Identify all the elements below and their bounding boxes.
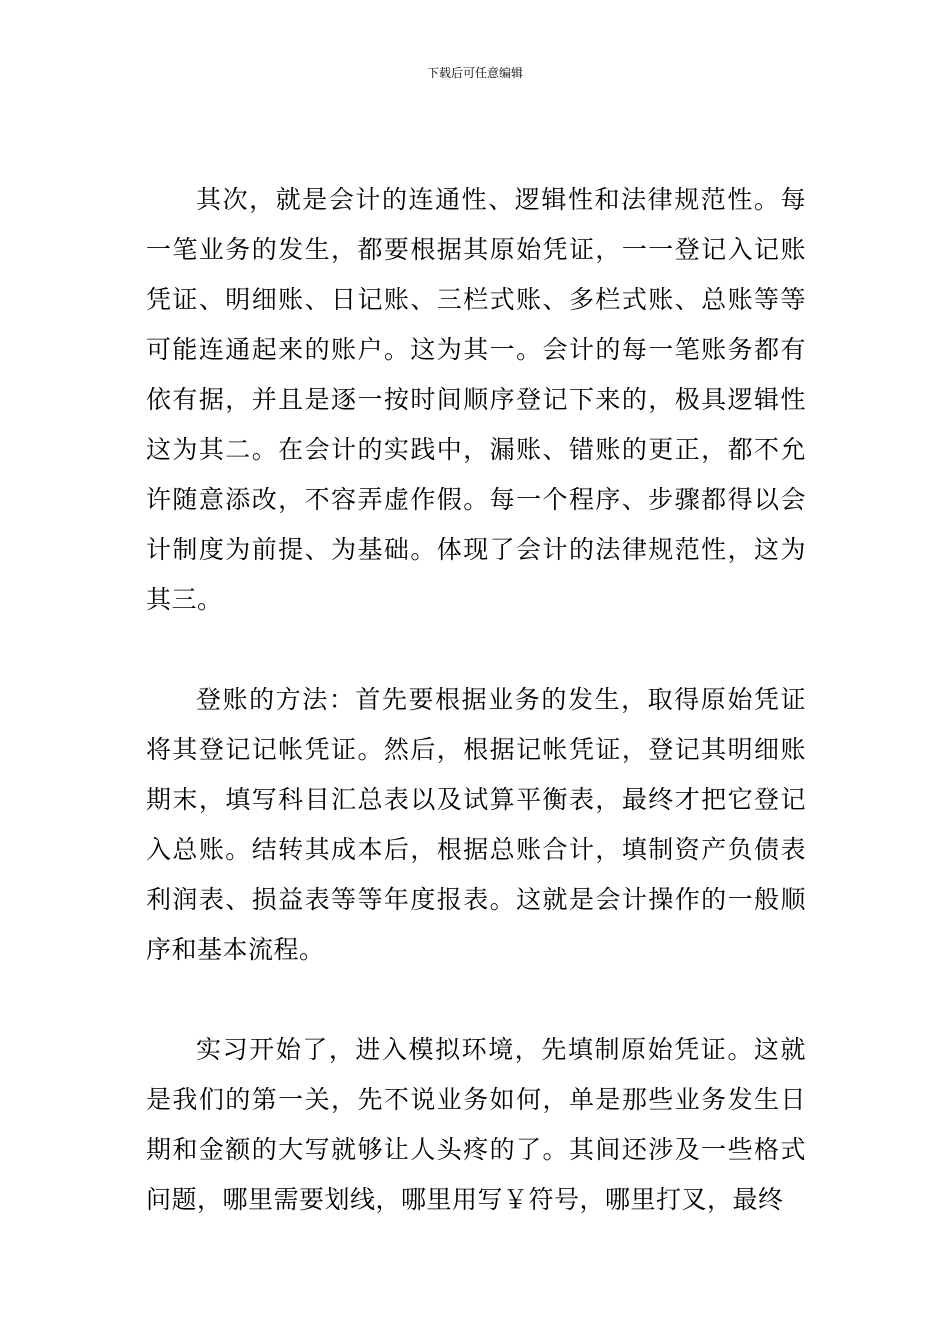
document-body [146, 175, 806, 1275]
paragraph-2: 登账的方法：首先要根据业务的发生，取得原始凭证将其登记记帐凭证。然后，根据记帐凭证，登记其明细账期末，填写科目汇总表以及试算平衡表，最终才把它登记入总账。结转其成本后，根据总账合计，填制资产负债表利润表、损益表等等年度报表。这就是会计操作的一般顺序和基本流程。 [146, 685, 806, 964]
paragraph-1: 其次，就是会计的连通性、逻辑性和法律规范性。每一笔业务的发生，都要根据其原始凭证，一一登记入记账凭证、明细账、日记账、三栏式账、多栏式账、总账等等可能连通起来的账户。这为其一。会计的每一笔账务都有依有据，并且是逐一按时间顺序登记下来的，极具逻辑性这为其二。在会计的实践中，漏账、错账的更正，都不允许随意添改，不容弄虚作假。每一个程序、步骤都得以会计制度为前提、为基础。体现了会计的法律规范性，这为其三。 [146, 185, 806, 614]
page-header: 下载后可任意编辑 [426, 66, 523, 80]
paragraph-3: 实习开始了，进入模拟环境，先填制原始凭证。这就是我们的第一关，先不说业务如何，单是那些业务发生日期和金额的大写就够让人头疼的了。其间还涉及一些格式问题，哪里需要划线，哪里用写￥符号，哪里打叉，最终 [146, 1035, 806, 1214]
